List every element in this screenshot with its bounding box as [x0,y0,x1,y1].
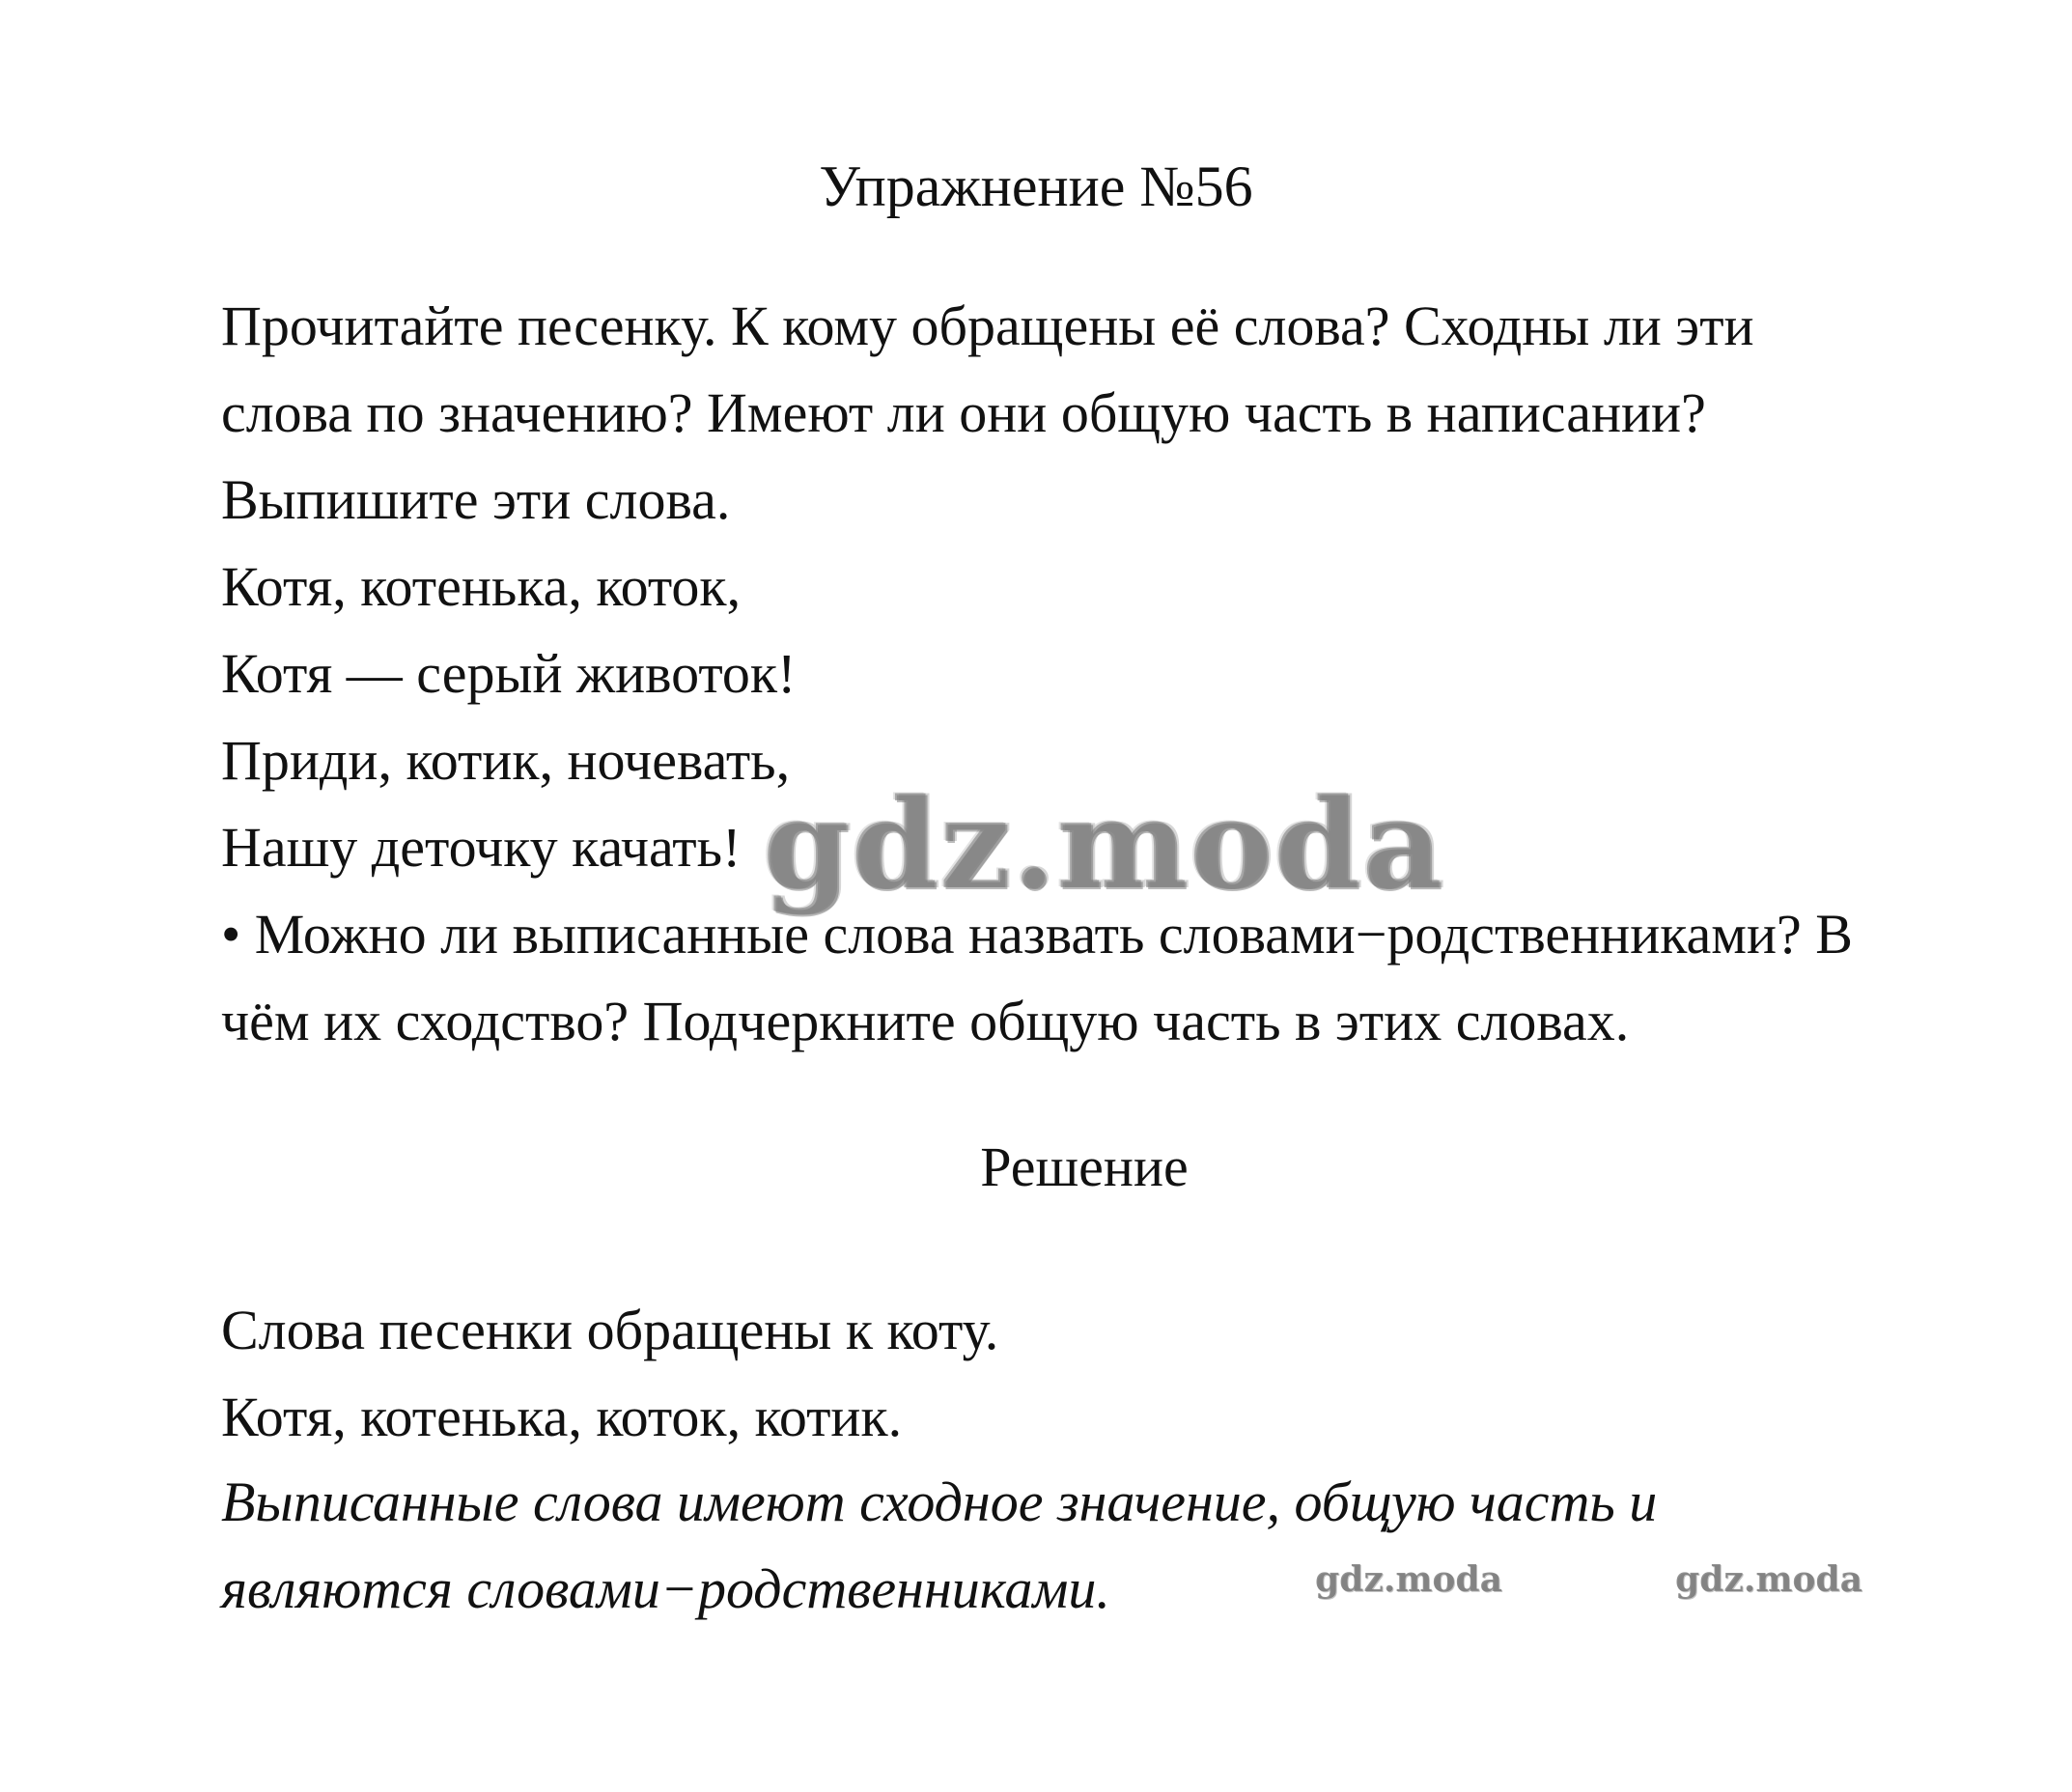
solution-line-2: Котя, котенька, коток, котик. [221,1386,903,1448]
solution-line-1: Слова песенки обращены к коту. [221,1299,999,1361]
solution-conclusion-line-2: являются словами−родственниками. [221,1557,1110,1620]
question-line-2: чём их сходство? Подчеркните общую часть в этих словах. [221,990,1630,1052]
poem-line-4: Нашу деточку качать! [221,816,742,879]
watermark-small-1: gdz.moda [1315,1559,1502,1600]
exercise-title: Упражнение №56 [819,154,1253,218]
solution-title: Решение [980,1135,1189,1198]
task-line-3: Выпишите эти слова. [221,468,731,531]
poem-line-1: Котя, котенька, коток, [221,555,742,618]
solution-conclusion-line-1: Выписанные слова имеют сходное значение, общую часть и [221,1470,1658,1533]
task-line-2: слова по значению? Имеют ли они общую часть в написании? [221,381,1706,444]
question-line-1: • Можно ли выписанные слова назвать словами−родственниками? В [221,903,1853,966]
watermark-logo: gdz.moda [763,772,1444,917]
task-line-1: Прочитайте песенку. К кому обращены её слова? Сходны ли эти [221,294,1754,357]
poem-line-3: Приди, котик, ночевать, [221,729,791,792]
poem-line-2: Котя — серый животок! [221,642,797,705]
watermark-small-2: gdz.moda [1675,1559,1862,1600]
